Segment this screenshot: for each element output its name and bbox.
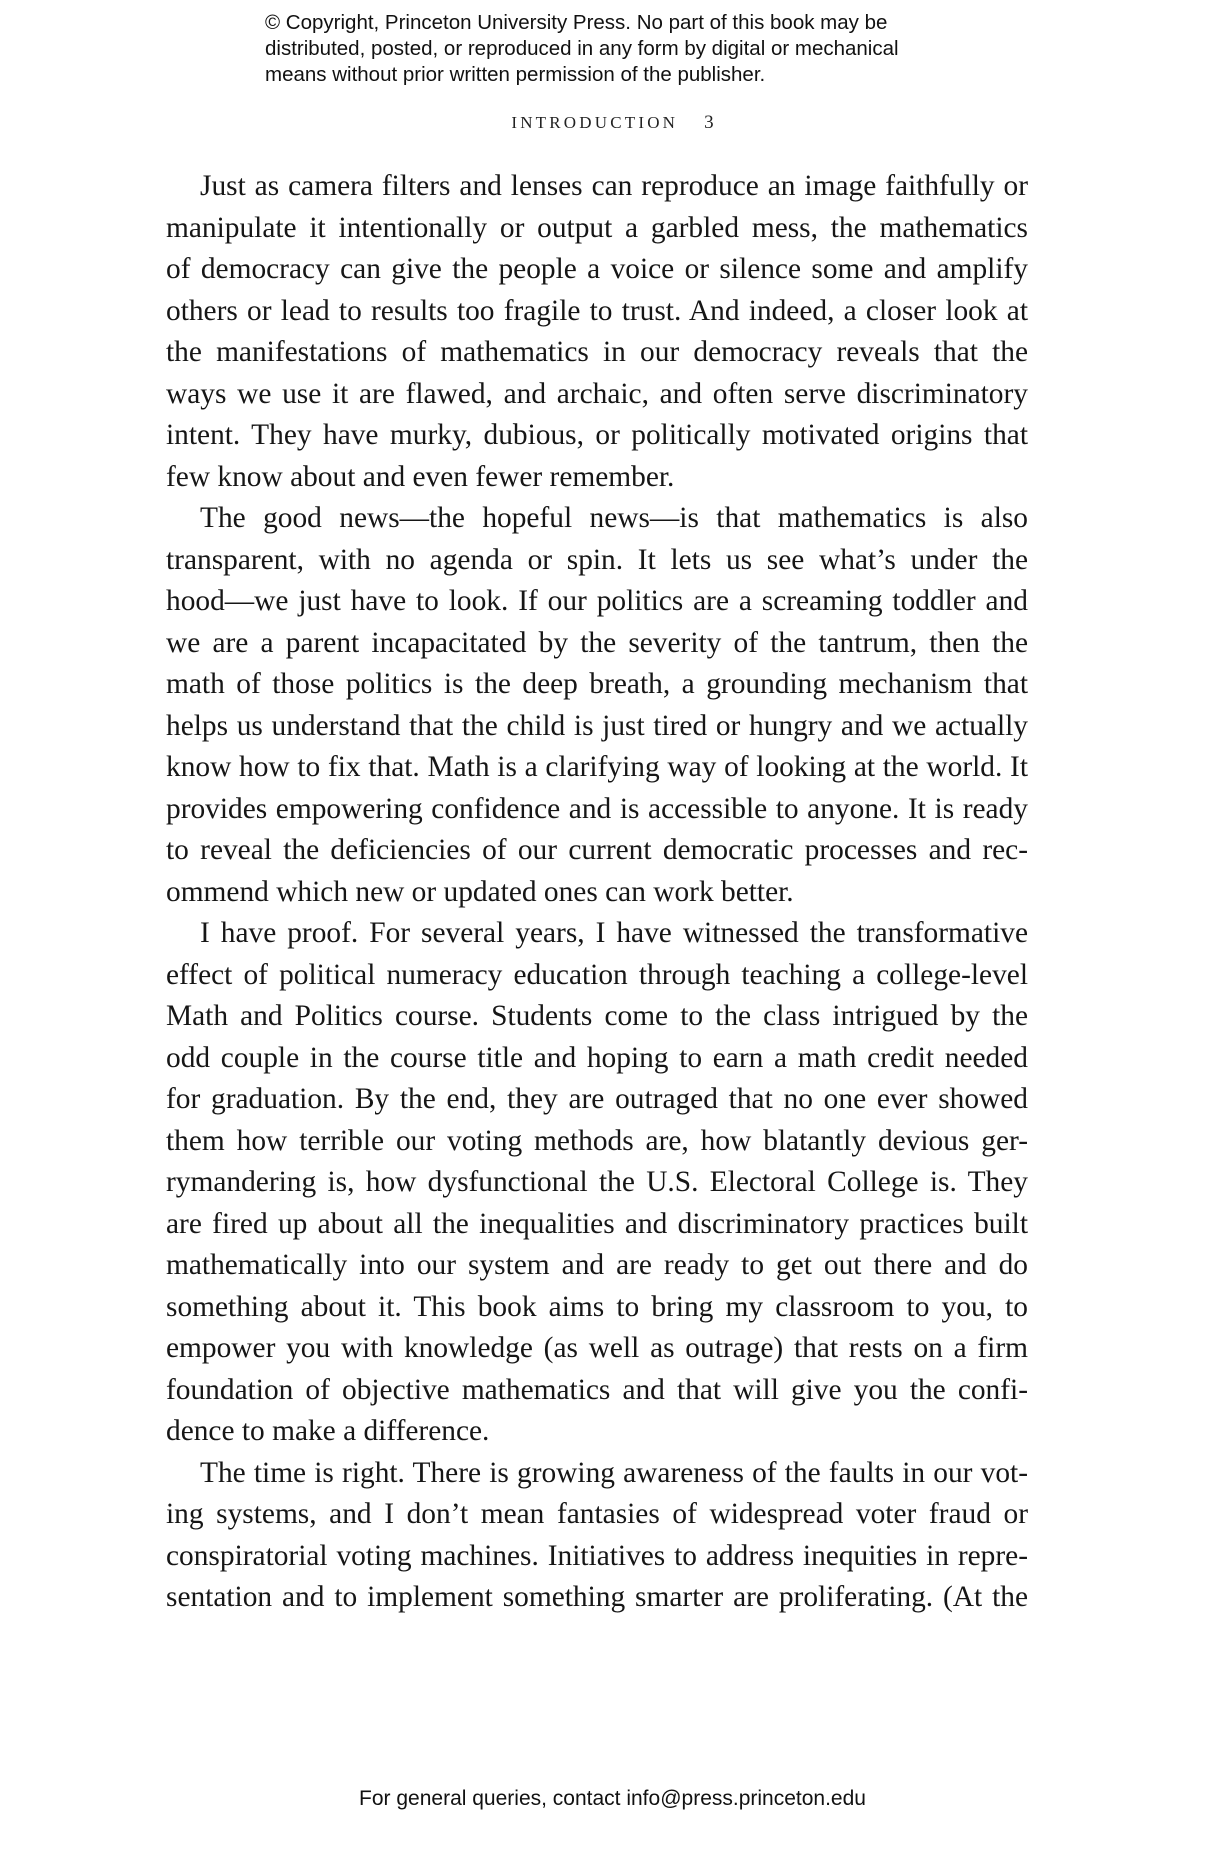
- body-text: [166, 166, 1028, 1619]
- text-line: odd couple in the course title and hoping to earn a math credit needed: [166, 1041, 1028, 1074]
- page-number: 3: [704, 112, 714, 133]
- text-line: Math and Politics course. Students come to the class intrigued by the: [166, 1000, 1028, 1032]
- text-line: rymandering is, how dysfunctional the U.S. Electoral College is. They: [166, 1166, 1028, 1198]
- footer-contact: For general queries, contact info@press.princeton.edu: [359, 1787, 866, 1810]
- text-line: I have proof. For several years, I have witnessed the transformative: [200, 917, 1028, 949]
- paragraph: [166, 913, 1028, 1453]
- running-head-title: INTRODUCTION: [511, 113, 679, 132]
- text-line: helps us understand that the child is just tired or hungry and we actually: [166, 709, 1028, 742]
- text-line: conspiratorial voting machines. Initiatives to address inequities in repre-: [166, 1539, 1028, 1572]
- text-line: transparent, with no agenda or spin. It lets us see what’s under the: [166, 543, 1028, 576]
- text-line: we are a parent incapacitated by the severity of the tantrum, then the: [166, 626, 1028, 659]
- text-line: them how terrible our voting methods are, how blatantly devious ger-: [166, 1124, 1028, 1157]
- text-line: foundation of objective mathematics and that will give you the confi-: [166, 1373, 1028, 1406]
- text-line: few know about and even fewer remember.: [166, 460, 675, 493]
- text-line: The good news—the hopeful news—is that mathematics is also: [200, 502, 1028, 534]
- text-line: ways we use it are flawed, and archaic, and often serve discriminatory: [166, 377, 1028, 410]
- text-line: ommend which new or updated ones can work better.: [166, 875, 794, 908]
- text-line: The time is right. There is growing awareness of the faults in our vot-: [200, 1456, 1028, 1489]
- paragraph: [166, 166, 1028, 498]
- text-line: know how to fix that. Math is a clarifying way of looking at the world. It: [166, 751, 1028, 783]
- copyright-notice: [265, 10, 1025, 88]
- paragraph: [166, 1453, 1028, 1619]
- text-line: intent. They have murky, dubious, or politically motivated origins that: [166, 419, 1028, 451]
- text-line: ing systems, and I don’t mean fantasies of widespread voter fraud or: [166, 1498, 1028, 1530]
- text-line: to reveal the deficiencies of our current democratic processes and rec-: [166, 834, 1028, 866]
- text-line: sentation and to implement something smarter are proliferating. (At the: [166, 1581, 1028, 1613]
- text-line: of democracy can give the people a voice or silence some and amplify: [166, 253, 1028, 285]
- text-line: Just as camera filters and lenses can reproduce an image faithfully or: [200, 170, 1028, 202]
- text-line: something about it. This book aims to bring my classroom to you, to: [166, 1290, 1028, 1323]
- text-line: dence to make a difference.: [166, 1415, 490, 1447]
- text-line: mathematically into our system and are ready to get out there and do: [166, 1249, 1028, 1281]
- text-line: provides empowering confidence and is accessible to anyone. It is ready: [166, 792, 1028, 825]
- paragraph: [166, 498, 1028, 913]
- text-line: for graduation. By the end, they are outraged that no one ever showed: [166, 1083, 1028, 1115]
- text-line: others or lead to results too fragile to trust. And indeed, a closer look at: [166, 294, 1028, 327]
- text-line: effect of political numeracy education through teaching a college-level: [166, 958, 1028, 991]
- text-line: manipulate it intentionally or output a garbled mess, the mathematics: [166, 211, 1028, 244]
- copyright-line: © Copyright, Princeton University Press. No part of this book may be: [265, 11, 888, 34]
- running-head: [0, 112, 1225, 134]
- text-line: empower you with knowledge (as well as outrage) that rests on a firm: [166, 1332, 1028, 1364]
- text-line: the manifestations of mathematics in our democracy reveals that the: [166, 336, 1028, 368]
- copyright-line: means without prior written permission of the publisher.: [265, 63, 766, 86]
- copyright-line: distributed, posted, or reproduced in any form by digital or mechanical: [265, 37, 899, 60]
- text-line: math of those politics is the deep breath, a grounding mechanism that: [166, 668, 1028, 700]
- text-line: are fired up about all the inequalities and discriminatory practices built: [166, 1207, 1028, 1240]
- text-line: hood—we just have to look. If our politics are a screaming toddler and: [166, 585, 1028, 617]
